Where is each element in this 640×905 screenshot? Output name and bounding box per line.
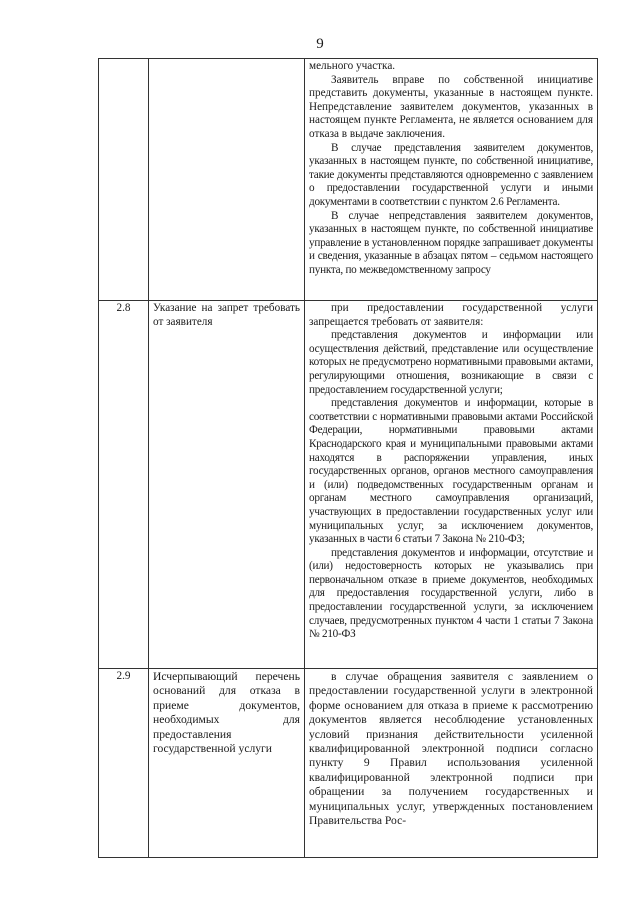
row-title: [149, 59, 305, 301]
paragraph: представления документов и информации, которые в соответствии с нормативными правовыми актами Российской Федерации, нормативными правовыми актами Краснодарского края и муниципальными правовыми актами находятся в распоряжении управления, иных государственных органов, органов местного самоуправления и (или) подведомственных государственным органам и органам местного самоуправления организаций, участвующих в предоставлении государственных услуг или муниципальных услуг, за исключением документов, указанных в части 6 статьи 7 Закона № 210-ФЗ;: [309, 397, 593, 546]
paragraph: Заявитель вправе по собственной инициативе представить документы, указанные в настоящем пункте. Непредставление заявителем документов, указанных в настоящем пункте Регламента, не является основанием для отказа в выдаче заключения.: [309, 73, 593, 140]
paragraph: представления документов и информации, отсутствие и (или) недостоверность которых не указывались при первоначальном отказе в приеме документов, необходимых для предоставления государственной услуги, либо в предоставлении государственной услуги, за исключением случаев, предусмотренных пунктом 4 части 1 статьи 7 Закона № 210-ФЗ: [309, 546, 593, 641]
row-title: Исчерпывающий перечень оснований для отказа в приеме документов, необходимых для предоставления государственной услуги: [149, 669, 305, 858]
paragraph: В случае представления заявителем документов, указанных в настоящем пункте, по собственной инициативе, такие документы представляются одновременно с заявлением о предоставлении государственной услуги и иными документами в соответствии с пунктом 2.6 Регламента.: [309, 141, 593, 208]
paragraph: мельного участка.: [309, 60, 396, 72]
paragraph: представления документов и информации или осуществления действий, представление или осуществление которых не предусмотрено нормативными правовыми актами, регулирующими отношения, возникающие в связи с предоставлением государственной услуги;: [309, 329, 593, 396]
row-content: [305, 301, 598, 669]
row-content: [305, 59, 598, 301]
paragraph: при предоставлении государственной услуги запрещается требовать от заявителя:: [309, 302, 593, 328]
row-number: 2.9: [99, 669, 149, 858]
table-row: [99, 301, 598, 669]
row-content: [305, 669, 598, 858]
row-title: Указание на запрет требовать от заявителя: [149, 301, 305, 669]
regulation-table: [98, 58, 598, 858]
paragraph: В случае непредставления заявителем документов, указанных в настоящем пункте, по собственной инициативе управление в установленном порядке запрашивает документы и сведения, указанные в абзацах пятом – седьмом настоящего пункта, по межведомственному запросу: [309, 209, 593, 276]
table-row: [99, 669, 598, 858]
paragraph: в случае обращения заявителя с заявлением о предоставлении государственной услуги в электронной форме основанием для отказа в приеме к рассмотрению документов является несоблюдение установленных условий признания действительности усиленной квалифицированной электронной подписи согласно пункту 9 Правил использования усиленной квалифицированной электронной подписи при обращении за получением государственных и муниципальных услуг, утвержденных постановлением Правительства Рос-: [309, 670, 593, 828]
table-row: [99, 59, 598, 301]
page-number: 9: [316, 36, 324, 52]
row-number: [99, 59, 149, 301]
row-number: 2.8: [99, 301, 149, 669]
